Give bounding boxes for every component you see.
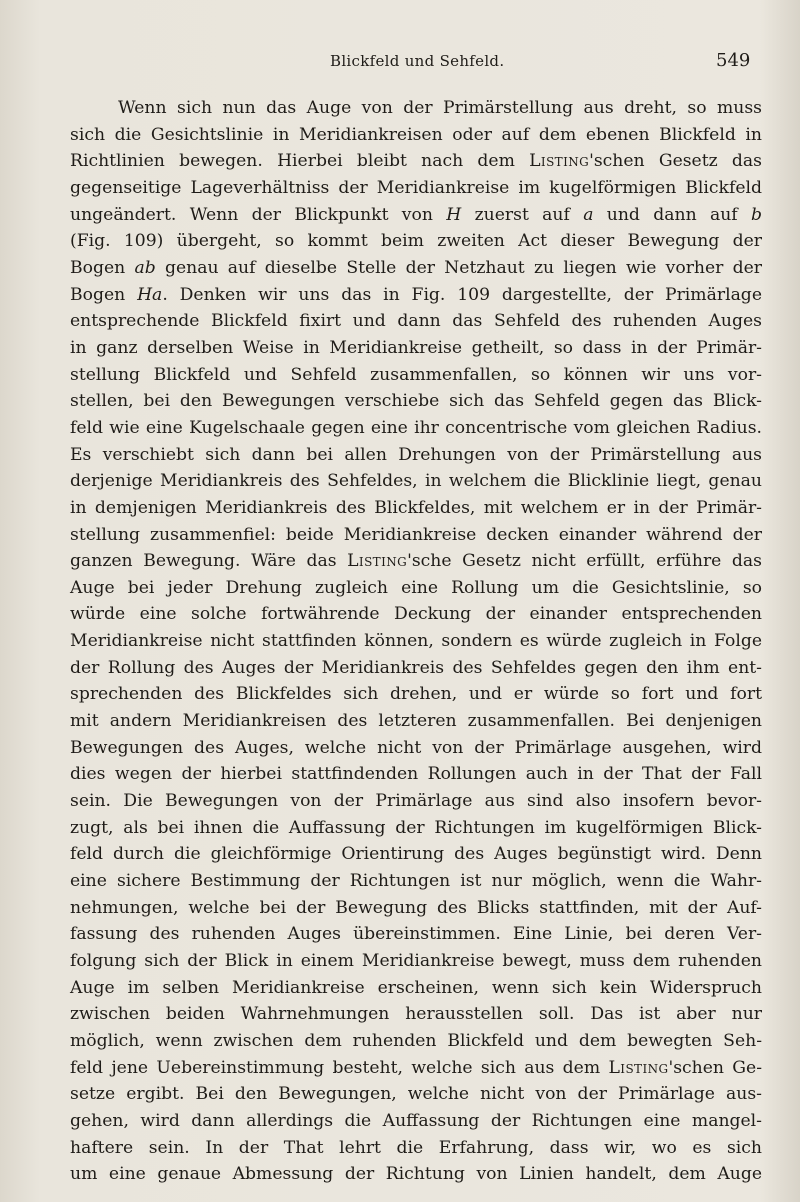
text-segment: möglich, wenn zwischen dem ruhenden Blickfeld und dem bewegten Seh- bbox=[70, 1030, 762, 1051]
text-line bbox=[70, 841, 762, 868]
text-line bbox=[70, 522, 762, 549]
text-segment: 'schen Ge- bbox=[668, 1057, 763, 1078]
text-segment: Wenn sich nun das Auge von der Primärstellung aus dreht, so muss bbox=[118, 98, 762, 118]
text-segment: sich die Gesichtslinie in Meridiankreisen oder auf dem ebenen Blickfeld in bbox=[70, 124, 762, 145]
italic-symbol: a bbox=[583, 204, 594, 225]
text-segment: Es verschiebt sich dann bei allen Drehungen von der Primärstellung aus bbox=[70, 444, 762, 465]
text-segment: (Fig. 109) übergeht, so kommt beim zweiten Act dieser Bewegung der bbox=[70, 231, 762, 252]
text-line bbox=[70, 788, 762, 815]
text-segment: feld wie eine Kugelschaale gegen eine ihr concentrische vom gleichen Radius. bbox=[70, 417, 762, 438]
text-segment: fassung des ruhenden Auges übereinstimmen. Eine Linie, bei deren Ver- bbox=[70, 924, 762, 945]
text-line bbox=[70, 601, 762, 628]
text-segment: stellung zusammenfiel: beide Meridiankreise decken einander während der bbox=[70, 524, 762, 545]
text-line bbox=[70, 95, 762, 122]
text-segment: stellung Blickfeld und Sehfeld zusammenfallen, so können wir uns vor- bbox=[70, 364, 762, 385]
text-segment: um eine genaue Abmessung der Richtung von Linien handelt, dem Auge bbox=[70, 1164, 762, 1185]
text-segment: Meridiankreise nicht stattfinden können, sondern es würde zugleich in Folge bbox=[70, 631, 762, 652]
text-segment: Bogen bbox=[70, 257, 135, 278]
text-segment: in ganz derselben Weise in Meridiankreise getheilt, so dass in der Primär- bbox=[70, 337, 762, 358]
text-line bbox=[70, 735, 762, 762]
text-segment: Auge bei jeder Drehung zugleich eine Rollung um die Gesichtslinie, so bbox=[70, 577, 762, 598]
text-segment: stellen, bei den Bewegungen verschiebe sich das Sehfeld gegen das Blick- bbox=[70, 391, 762, 412]
text-segment: der Rollung des Auges der Meridiankreis des Sehfeldes gegen den ihm ent- bbox=[70, 657, 762, 678]
text-segment: gehen, wird dann allerdings die Auffassung der Richtungen eine mangel- bbox=[70, 1110, 762, 1131]
text-line bbox=[70, 388, 762, 415]
text-segment: in demjenigen Meridiankreis des Blickfeldes, mit welchem er in der Primär- bbox=[70, 497, 762, 518]
text-segment: würde eine solche fortwährende Deckung der einander entsprechenden bbox=[70, 604, 762, 625]
text-segment: 'schen Gesetz das bbox=[589, 151, 762, 172]
text-segment: zugt, als bei ihnen die Auffassung der Richtungen im kugelförmigen Blick- bbox=[70, 817, 762, 838]
text-segment: Bewegungen des Auges, welche nicht von der Primärlage ausgehen, wird bbox=[70, 737, 762, 758]
text-segment: 'sche Gesetz nicht erfüllt, erführe das bbox=[407, 551, 762, 572]
text-line bbox=[70, 202, 762, 229]
text-line bbox=[70, 548, 762, 575]
text-line bbox=[70, 415, 762, 442]
text-segment: entsprechende Blickfeld fixirt und dann das Sehfeld des ruhenden Auges bbox=[70, 311, 762, 332]
italic-symbol: H bbox=[446, 204, 462, 225]
text-line bbox=[70, 308, 762, 335]
text-segment: eine sichere Bestimmung der Richtungen ist nur möglich, wenn die Wahr- bbox=[70, 871, 762, 892]
text-line bbox=[70, 575, 762, 602]
text-segment: genau auf dieselbe Stelle der Netzhaut zu liegen wie vorher der bbox=[155, 257, 763, 278]
text-segment: ungeändert. Wenn der Blickpunkt von bbox=[70, 204, 447, 225]
text-line bbox=[70, 1108, 762, 1135]
text-segment: Auge im selben Meridiankreise erscheinen, wenn sich kein Widerspruch bbox=[70, 977, 762, 998]
text-line bbox=[70, 1161, 762, 1188]
text-line bbox=[70, 362, 762, 389]
text-segment: haftere sein. In der That lehrt die Erfahrung, dass wir, wo es sich bbox=[70, 1137, 762, 1158]
text-segment: folgung sich der Blick in einem Meridiankreise bewegt, muss dem ruhenden bbox=[70, 951, 762, 971]
text-line bbox=[70, 815, 762, 842]
italic-symbol: ab bbox=[134, 257, 156, 278]
text-line bbox=[70, 1081, 762, 1108]
italic-symbol: Ha bbox=[137, 284, 163, 305]
text-line bbox=[70, 1135, 762, 1162]
text-line bbox=[70, 228, 762, 255]
text-segment: feld jene Uebereinstimmung besteht, welche sich aus dem bbox=[70, 1057, 609, 1078]
text-segment: sprechenden des Blickfeldes sich drehen, und er würde so fort und fort bbox=[70, 684, 762, 705]
text-line bbox=[70, 921, 762, 948]
text-line bbox=[70, 495, 762, 522]
text-segment: derjenige Meridiankreis des Sehfeldes, in welchem die Blicklinie liegt, genau bbox=[70, 471, 762, 492]
text-line bbox=[70, 1028, 762, 1055]
text-segment: zwischen beiden Wahrnehmungen herausstellen soll. Das ist aber nur bbox=[70, 1004, 762, 1025]
small-caps-name: Listing bbox=[608, 1057, 669, 1078]
text-segment: ganzen Bewegung. Wäre das bbox=[70, 551, 348, 572]
small-caps-name: Listing bbox=[347, 551, 408, 572]
text-line bbox=[70, 708, 762, 735]
text-line bbox=[70, 255, 762, 282]
text-line bbox=[70, 468, 762, 495]
text-line bbox=[70, 761, 762, 788]
italic-symbol: b bbox=[751, 204, 763, 225]
text-segment: Richtlinien bewegen. Hierbei bleibt nach dem bbox=[70, 151, 530, 172]
text-line bbox=[70, 681, 762, 708]
text-line bbox=[70, 948, 762, 975]
text-segment: sein. Die Bewegungen von der Primärlage aus sind also insofern bevor- bbox=[70, 791, 762, 812]
text-line bbox=[70, 895, 762, 922]
text-segment: dies wegen der hierbei stattfindenden Rollungen auch in der That der Fall bbox=[70, 764, 762, 785]
running-title: Blickfeld und Sehfeld. bbox=[330, 52, 505, 70]
text-line bbox=[70, 148, 762, 175]
text-segment: gegenseitige Lageverhältniss der Meridiankreise im kugelförmigen Blickfeld bbox=[70, 177, 762, 198]
text-line bbox=[70, 442, 762, 469]
text-line bbox=[70, 868, 762, 895]
text-line bbox=[70, 975, 762, 1002]
text-line bbox=[70, 655, 762, 682]
page-number: 549 bbox=[716, 50, 751, 71]
text-line bbox=[70, 282, 762, 309]
body-text bbox=[70, 95, 762, 1188]
text-segment: mit andern Meridiankreisen des letzteren zusammenfallen. Bei denjenigen bbox=[70, 711, 762, 732]
text-line bbox=[70, 122, 762, 149]
text-segment: feld durch die gleichförmige Orientirung des Auges begünstigt wird. Denn bbox=[70, 844, 762, 865]
text-segment: Bogen bbox=[70, 284, 138, 305]
text-segment: setze ergibt. Bei den Bewegungen, welche nicht von der Primärlage aus- bbox=[70, 1084, 762, 1105]
text-segment: zuerst auf bbox=[461, 204, 584, 225]
text-segment: . Denken wir uns das in Fig. 109 dargestellte, der Primärlage bbox=[162, 284, 762, 305]
text-line bbox=[70, 1055, 762, 1082]
page-header bbox=[0, 50, 800, 80]
text-line bbox=[70, 628, 762, 655]
text-line bbox=[70, 335, 762, 362]
small-caps-name: Listing bbox=[529, 151, 590, 172]
text-line bbox=[70, 175, 762, 202]
text-line bbox=[70, 1001, 762, 1028]
text-segment: und dann auf bbox=[593, 204, 751, 225]
text-segment: nehmungen, welche bei der Bewegung des Blicks stattfinden, mit der Auf- bbox=[70, 897, 762, 918]
